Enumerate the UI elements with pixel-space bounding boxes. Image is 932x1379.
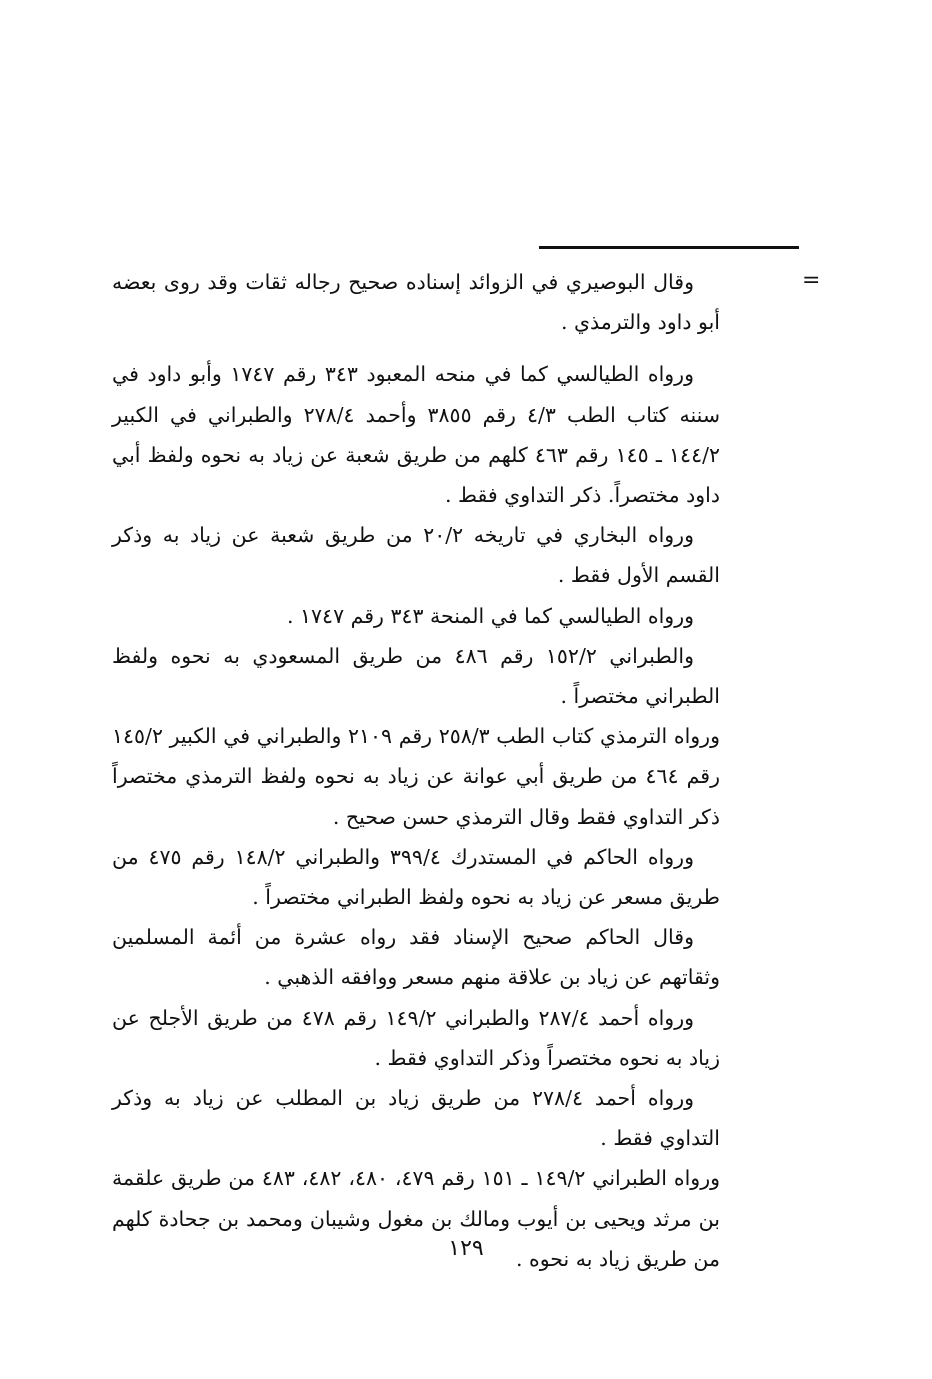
page-number: ١٢٩ (448, 1236, 484, 1261)
footnote-paragraph-8: وقال الحاكم صحيح الإسناد فقد رواه عشرة من أئمة المسلمين وثقاتهم عن زياد بن علاقة منهم مسعر ووافقه الذهبي . (112, 925, 720, 990)
footnote-paragraph-3: ورواه البخاري في تاريخه ٢٠/٢ من طريق شعبة عن زياد به وذكر القسم الأول فقط . (112, 523, 720, 588)
footnote-paragraph-4: ورواه الطيالسي كما في المنحة ٣٤٣ رقم ١٧٤٧ . (286, 603, 694, 628)
footnote-separator-rule (539, 246, 799, 249)
footnote-paragraph-5: والطبراني ١٥٢/٢ رقم ٤٨٦ من طريق المسعودي به نحوه ولفظ الطبراني مختصراً . (112, 643, 720, 709)
footnote-paragraph-10: ورواه أحمد ٢٧٨/٤ من طريق زياد بن المطلب عن زياد به وذكر التداوي فقط . (112, 1086, 720, 1151)
footnote-continuation-mark: = (802, 268, 821, 293)
footnote-paragraph-7: ورواه الحاكم في المستدرك ٣٩٩/٤ والطبراني ١٤٨/٢ رقم ٤٧٥ من طريق مسعر عن زياد به نحوه ولفظ الطبراني مختصراً . (112, 844, 720, 910)
footnote-paragraph-6: ورواه الترمذي كتاب الطب ٢٥٨/٣ رقم ٢١٠٩ والطبراني في الكبير ١٤٥/٢ رقم ٤٦٤ من طريق أبي عوانة عن زياد به نحوه ولفظ الترمذي مختصراً ذكر التداوي فقط وقال الترمذي حسن صحيح . (112, 724, 720, 829)
footnote-paragraph-9: ورواه أحمد ٢٨٧/٤ والطبراني ١٤٩/٢ رقم ٤٧٨ من طريق الأجلح عن زياد به نحوه مختصراً وذكر التداوي فقط . (112, 1005, 720, 1070)
footnote-paragraph-1: وقال البوصيري في الزوائد إسناده صحيح رجاله ثقات وقد روى بعضه أبو داود والترمذي . (112, 270, 720, 335)
footnotes-block (112, 262, 720, 1279)
footnote-paragraph-11: ورواه الطبراني ١٤٩/٢ ـ ١٥١ رقم ٤٧٩، ٤٨٠، ٤٨٢، ٤٨٣ من طريق علقمة بن مرثد ويحيى بن أيوب ومالك بن مغول وشيبان ومحمد بن جحادة كلهم من طريق زياد به نحوه . (112, 1166, 721, 1271)
footnote-paragraph-2: ورواه الطيالسي كما في منحه المعبود ٣٤٣ رقم ١٧٤٧ وأبو داود في سننه كتاب الطب ٤/٣ رقم ٣٨٥٥ وأحمد ٢٧٨/٤ والطبراني في الكبير ١٤٤/٢ ـ ١٤٥ رقم ٤٦٣ كلهم من طريق شعبة عن زياد به نحوه ولفظ أبي داود مختصراً. ذكر التداوي فقط . (112, 362, 720, 508)
